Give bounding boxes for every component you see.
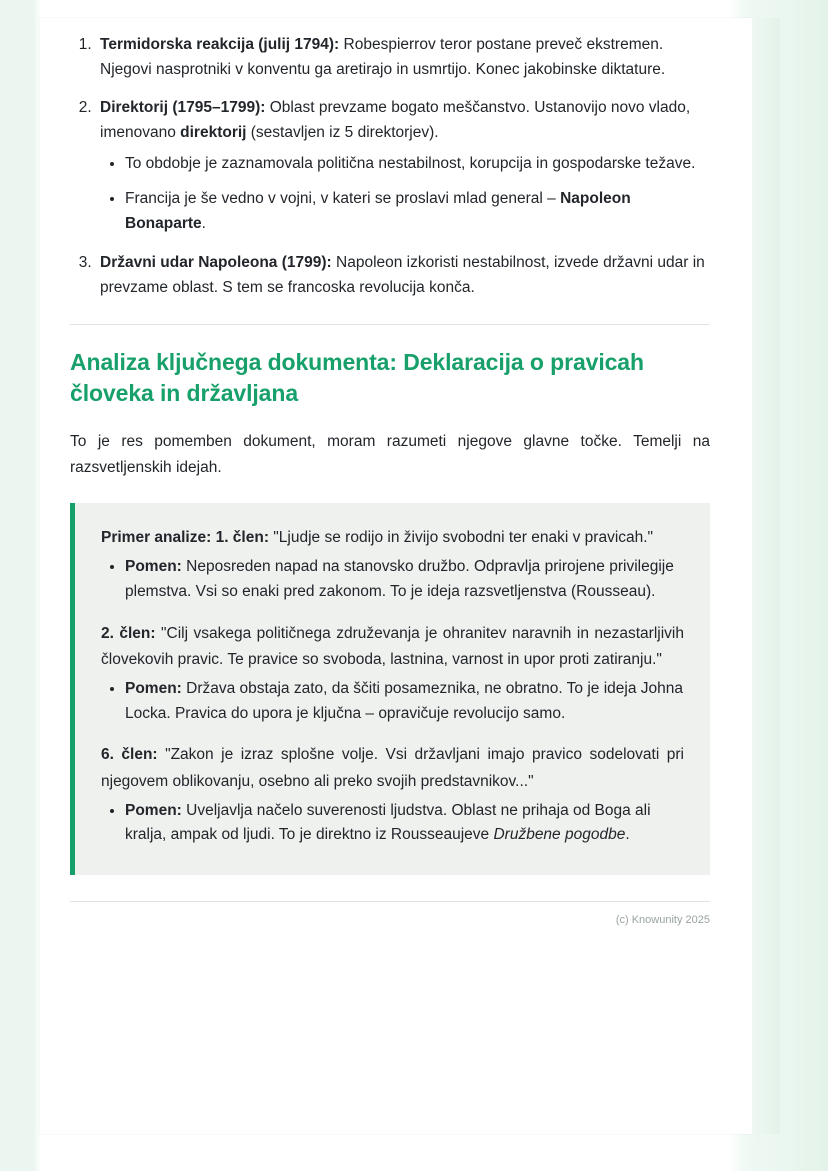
callout-lead: Primer analize: 1. člen: <box>101 529 269 547</box>
sub-list-item-text: To obdobje je zaznamovala politična nestabilnost, korupcija in gospodarske težave. <box>125 155 696 173</box>
section-divider <box>70 324 710 325</box>
callout-lead: 6. člen: <box>101 746 158 764</box>
analysis-callout <box>70 503 710 875</box>
intro-paragraph: To je res pomemben dokument, moram razumeti njegove glavne točke. Temelji na razsvetljenskih idejah. <box>70 433 710 477</box>
list-item-lead: Direktorij (1795–1799): <box>100 99 266 117</box>
callout-block <box>101 525 684 605</box>
callout-bullet <box>125 677 684 727</box>
callout-block <box>101 742 684 848</box>
list-item <box>96 95 710 237</box>
section-title: Analiza ključnega dokumenta: Deklaracija o pravicah človeka in državljana <box>70 349 644 407</box>
list-item-lead: Državni udar Napoleona (1799): <box>100 253 332 271</box>
callout-bullet-lead: Pomen: <box>125 679 182 697</box>
footer-credit: (c) Knowunity 2025 <box>615 914 710 927</box>
callout-bullet-lead: Pomen: <box>125 801 182 819</box>
callout-bullet-italic: Družbene pogodbe <box>493 826 626 844</box>
sub-list-item <box>125 152 710 177</box>
callout-quote-line <box>101 525 684 551</box>
sub-list-item-emphasis: Napoleon Bonaparte <box>125 190 631 233</box>
callout-bullet-text: Neposreden napad na stanovsko družbo. Odpravlja prirojene privilegije plemstva. Vsi so enaki pred zakonom. To je ideja razsvetljenstva (Rousseau). <box>125 558 674 601</box>
callout-bullet <box>125 555 684 605</box>
list-item-text: Napoleon izkoristi nestabilnost, izvede državni udar in prevzame oblast. S tem se francoska revolucija konča. <box>100 253 705 296</box>
callout-quote-line <box>101 742 684 794</box>
callout-bullets <box>101 555 684 605</box>
footer-divider <box>70 901 710 902</box>
list-item-lead: Termidorska reakcija (julij 1794): <box>100 36 340 53</box>
callout-quote-line <box>101 621 684 673</box>
list-item-text: Robespierrov teror postane preveč ekstremen. Njegovi nasprotniki v konventu ga aretirajo in usmrtijo. Konec jakobinske diktature. <box>100 36 666 79</box>
list-item-text: Oblast prevzame bogato meščanstvo. Ustanovijo novo vlado, imenovano <box>100 99 691 142</box>
sub-list <box>100 152 710 236</box>
callout-bullets <box>101 677 684 727</box>
callout-bullet <box>125 799 684 849</box>
list-item-emphasis: direktorij <box>180 124 247 142</box>
callout-quote: "Cilj vsakega političnega združevanja je ohranitev naravnih in nezastarljivih človekovih pravic. Te pravice so svoboda, lastnina, varnost in upor proti zatiranju." <box>101 624 684 668</box>
callout-bullet-text: Država obstaja zato, da ščiti posameznika, ne obratno. To je ideja Johna Locka. Pravica do upora je ključna – opravičuje revolucijo samo. <box>125 679 684 722</box>
callout-lead: 2. člen: <box>101 624 156 642</box>
callout-bullet-text: Uveljavlja načelo suverenosti ljudstva. Oblast ne prihaja od Boga ali kralja, ampak od ljudi. To je direktno iz Rousseaujeve <box>125 801 651 844</box>
document-content <box>70 32 710 927</box>
list-item <box>96 250 710 300</box>
page-edge-strip <box>752 18 780 1134</box>
callout-bullets <box>101 799 684 849</box>
list-item <box>96 32 710 82</box>
document-footer <box>70 901 710 927</box>
sub-list-item-text: Francija je še vedno v vojni, v kateri se proslavi mlad general – <box>125 190 561 208</box>
numbered-list <box>70 32 710 300</box>
sub-list-item-text-end: . <box>201 215 206 233</box>
callout-block <box>101 621 684 727</box>
callout-quote: "Ljudje se rodijo in živijo svobodni ter enaki v pravicah." <box>269 529 654 547</box>
list-item-text-end: (sestavljen iz 5 direktorjev). <box>246 124 439 142</box>
sub-list-item <box>125 187 710 237</box>
callout-bullet-lead: Pomen: <box>125 558 182 576</box>
callout-quote: "Zakon je izraz splošne volje. Vsi državljani imajo pravico sodelovati pri njegovem oblikovanju, osebno ali preko svojih predstavnikov..." <box>101 746 684 790</box>
callout-bullet-text-end: . <box>625 826 630 844</box>
